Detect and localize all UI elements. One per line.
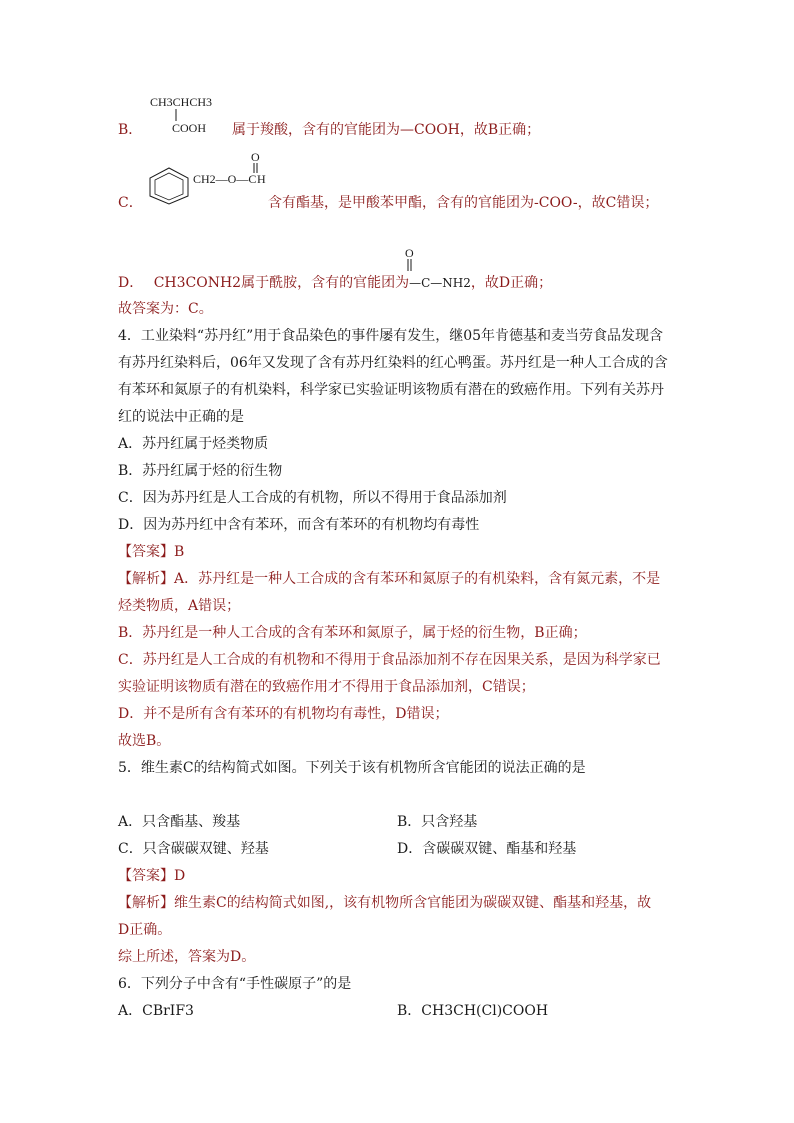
q6-option-b: B．CH3CH(Cl)COOH: [397, 1003, 549, 1019]
item-d-label: D．: [118, 275, 144, 291]
struct-h: H: [257, 172, 266, 186]
q4-line-1: 4．工业染料“苏丹红”用于食品染色的事件屡有发生，继05年肯德基和麦当劳食品发现含: [118, 328, 664, 344]
q4-option-c: C．因为苏丹红是人工合成的有机物，所以不得用于食品添加剂: [118, 490, 507, 506]
struct-chain: CH2—O—C: [193, 172, 257, 186]
item-d-text: 属于酰胺，含有的官能团为: [241, 275, 410, 291]
q6-option-a: A．CBrIF3: [118, 1003, 194, 1019]
q4-line-4: 红的说法中正确的是: [118, 409, 244, 425]
item-c-label: C．: [118, 195, 143, 211]
q5-option-d: D．含碳碳双键、酯基和羟基: [397, 841, 577, 857]
bond-line: [174, 109, 178, 121]
q6-stem: 6．下列分子中含有“手性碳原子”的是: [118, 976, 352, 992]
answer-3: 故答案为：C。: [118, 301, 213, 317]
q4-analysis-3: B．苏丹红是一种人工合成的含有苯环和氮原子，属于烃的衍生物，B正确；: [118, 625, 587, 641]
q4-analysis-5: 实验证明该物质有潜在的致癌作用才不得用于食品添加剂，C错误；: [118, 679, 535, 695]
q4-option-b: B．苏丹红属于烃的衍生物: [118, 463, 283, 479]
q5-option-a: A．只含酯基、羧基: [118, 814, 241, 830]
q4-line-3: 有苯环和氮原子的有机染料，科学家已实验证明该物质有潜在的致癌作用。下列有关苏丹: [118, 382, 664, 398]
q4-line-2: 有苏丹红染料后，06年又发现了含有苏丹红染料的红心鸭蛋。苏丹红是一种人工合成的含: [118, 355, 668, 371]
group-o: O: [405, 246, 414, 260]
item-d-formula: CH3CONH2: [153, 275, 242, 291]
item-d-line: [118, 273, 552, 293]
item-d-end: ，故D正确；: [470, 275, 553, 291]
q4-answer: 【答案】B: [118, 544, 185, 560]
q4-analysis-1: 【解析】A．苏丹红是一种人工合成的含有苯环和氮原子的有机染料，含有氮元素，不是: [118, 571, 661, 587]
formula-bottom: COOH: [172, 121, 207, 135]
item-c-text: 含有酯基，是甲酸苯甲酯，含有的官能团为-COO-，故C错误；: [268, 195, 659, 211]
q4-analysis-7: 故选B。: [118, 733, 171, 749]
q5-option-b: B．只含羟基: [397, 814, 478, 830]
q5-option-c: C．只含碳碳双键、羟基: [118, 841, 269, 857]
q4-analysis-6: D．并不是所有含有苯环的有机物均有毒性，D错误；: [118, 706, 449, 722]
q5-stem: 5．维生素C的结构简式如图。下列关于该有机物所含官能团的说法正确的是: [118, 760, 586, 776]
q5-answer: 【答案】D: [118, 868, 186, 884]
q4-analysis-2: 烃类物质，A错误；: [118, 598, 241, 614]
q5-analysis-2: D正确。: [118, 922, 172, 938]
q4-option-a: A．苏丹红属于烃类物质: [118, 436, 269, 452]
benzene-ring-icon: [146, 166, 192, 206]
item-d-group: —C—NH2: [409, 276, 471, 290]
struct-o: O: [251, 150, 260, 164]
q4-analysis-4: C．苏丹红是人工合成的有机物和不得用于食品添加剂不存在因果关系，是因为科学家已: [118, 652, 661, 668]
double-bond-d: [406, 259, 414, 271]
q5-analysis-1: 【解析】维生素C的结构简式如图,，该有机物所含官能团为碳碳双键、酯基和羟基，故: [118, 895, 652, 911]
q4-option-d: D．因为苏丹红中含有苯环，而含有苯环的有机物均有毒性: [118, 517, 480, 533]
q5-analysis-3: 综上所述，答案为D。: [118, 949, 256, 965]
formula-top: CH3CHCH3: [150, 95, 213, 109]
item-b-text: 属于羧酸，含有的官能团为—COOH，故B正确；: [232, 122, 541, 138]
item-b-label: B．: [118, 122, 143, 138]
item-b-line: [118, 120, 142, 140]
